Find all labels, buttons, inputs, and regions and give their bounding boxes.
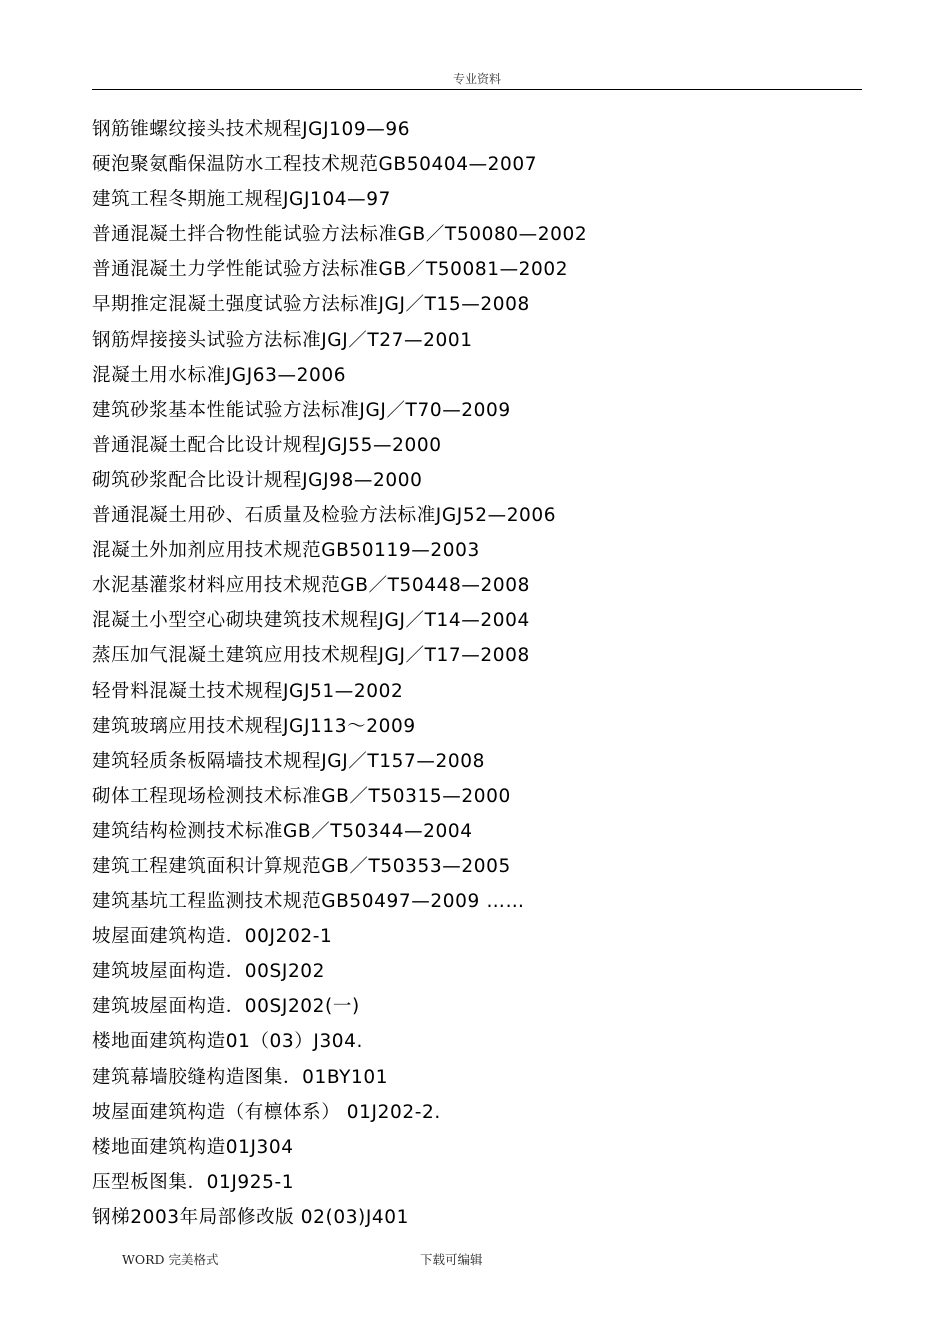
list-item: 普通混凝土力学性能试验方法标准GB／T50081—2002 [92, 259, 569, 281]
list-item: 建筑坡屋面构造．00SJ202 [92, 961, 326, 983]
list-item: 混凝土小型空心砌块建筑技术规程JGJ／T14—2004 [92, 610, 530, 632]
list-item: 钢筋焊接接头试验方法标准JGJ／T27—2001 [92, 329, 473, 351]
list-item: 坡屋面建筑构造（有檩体系） 01J202-2. [92, 1101, 441, 1123]
list-item: 建筑工程建筑面积计算规范GB／T50353—2005 [92, 855, 511, 877]
list-item: 蒸压加气混凝土建筑应用技术规程JGJ／T17—2008 [92, 645, 530, 667]
page-header [92, 70, 862, 90]
list-item: 建筑玻璃应用技术规程JGJ113～2009 [92, 715, 416, 737]
list-item: 早期推定混凝土强度试验方法标准JGJ／T15—2008 [92, 294, 530, 316]
list-item: 硬泡聚氨酯保温防水工程技术规范GB50404—2007 [92, 154, 538, 176]
list-item: 混凝土外加剂应用技术规范GB50119—2003 [92, 540, 480, 562]
list-item: 砌筑砂浆配合比设计规程JGJ98—2000 [92, 469, 423, 491]
list-item: 楼地面建筑构造01J304 [92, 1136, 294, 1158]
list-item: 建筑结构检测技术标准GB／T50344—2004 [92, 820, 473, 842]
list-item: 坡屋面建筑构造．00J202-1 [92, 926, 333, 948]
list-item: 混凝土用水标准JGJ63—2006 [92, 364, 347, 386]
list-item: 钢梯2003年局部修改版 02(03)J401 [92, 1206, 410, 1228]
list-item: 轻骨料混凝土技术规程JGJ51—2002 [92, 680, 404, 702]
list-item: 建筑基坑工程监测技术规范GB50497—2009 …… [92, 891, 525, 913]
standards-list [92, 112, 872, 1235]
list-item: 建筑砂浆基本性能试验方法标准JGJ／T70—2009 [92, 399, 511, 421]
list-item: 普通混凝土用砂、石质量及检验方法标准JGJ52—2006 [92, 505, 557, 527]
list-item: 压型板图集．01J925-1 [92, 1171, 295, 1193]
header-title: 专业资料 [452, 72, 501, 86]
list-item: 建筑幕墙胶缝构造图集．01BY101 [92, 1066, 389, 1088]
list-item: 水泥基灌浆材料应用技术规范GB／T50448—2008 [92, 575, 530, 597]
list-item: 钢筋锥螺纹接头技术规程JGJ109—96 [92, 119, 411, 140]
list-item: 建筑轻质条板隔墙技术规程JGJ／T157—2008 [92, 750, 485, 772]
footer-right-text: 下载可编辑 [420, 1252, 483, 1267]
list-item: 砌体工程现场检测技术标准GB／T50315—2000 [92, 785, 511, 807]
list-item: 普通混凝土配合比设计规程JGJ55—2000 [92, 434, 442, 456]
list-item: 建筑坡屋面构造．00SJ202(一) [92, 996, 360, 1018]
list-item: 普通混凝土拌合物性能试验方法标准GB／T50080—2002 [92, 224, 588, 246]
list-item: 建筑工程冬期施工规程JGJ104—97 [92, 189, 391, 211]
list-item: 楼地面建筑构造01（03）J304. [92, 1031, 364, 1053]
footer-left-text: WORD 完美格式 [122, 1252, 219, 1267]
